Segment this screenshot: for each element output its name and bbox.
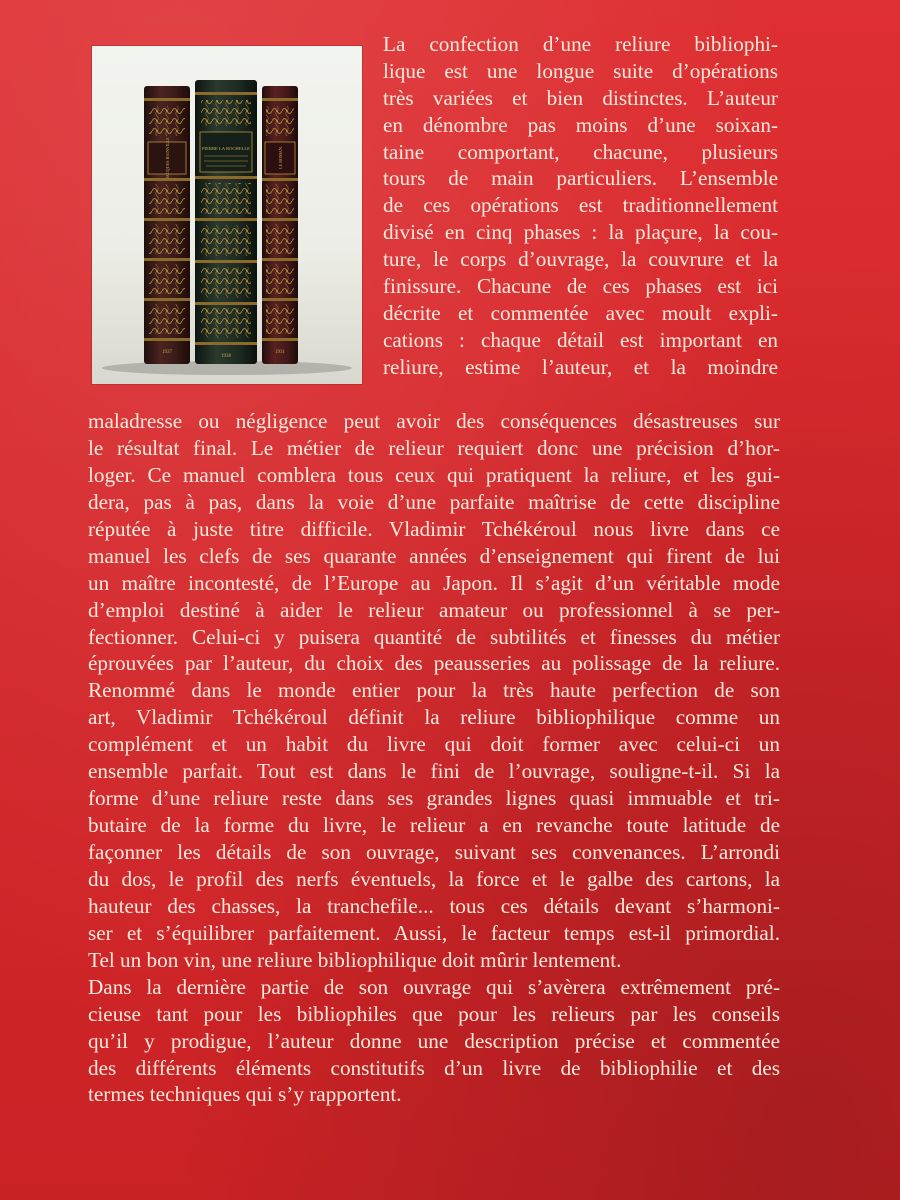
book-spines-illustration bbox=[92, 46, 362, 384]
text-line: taine comportant, chacune, plusieurs bbox=[383, 139, 778, 164]
text-line: de ces opérations est traditionnellement bbox=[383, 193, 778, 218]
text-line: maladresse ou négligence peut avoir des conséquences désastreuses sur bbox=[88, 409, 780, 433]
text-line: du dos, le profil des nerfs éventuels, la force et le galbe des cartons, la bbox=[88, 866, 780, 891]
text-line: hauteur des chasses, la tranchefile... tous ces détails devant s’harmoni- bbox=[88, 893, 780, 918]
left-spine-title: JACQUES BAINVILLE bbox=[165, 137, 170, 179]
paragraph-full-width bbox=[88, 408, 780, 1108]
text-line: qu’il y prodigue, l’auteur donne une description précise et commentée bbox=[88, 1028, 780, 1053]
right-spine-year: 1931 bbox=[275, 350, 285, 355]
text-line: lique est une longue suite d’opérations bbox=[383, 58, 778, 83]
right-spine-title: LE ROMAN bbox=[278, 147, 283, 169]
text-line: le résultat final. Le métier de relieur requiert donc une précision d’hor- bbox=[88, 435, 780, 460]
left-book-spine bbox=[144, 86, 190, 364]
text-line: cations : chaque détail est important en bbox=[383, 327, 778, 352]
text-line: tours de main particuliers. L’ensemble bbox=[383, 166, 778, 191]
book-spines-photo bbox=[92, 46, 362, 384]
text-line: ser et s’équilibrer parfaitement. Aussi, le facteur temps est-il primordial. bbox=[88, 920, 780, 945]
text-line: forme d’une reliure reste dans ses grandes lignes quasi immuable et tri- bbox=[88, 786, 780, 811]
left-spine-year: 1937 bbox=[162, 350, 172, 355]
text-line: fectionner. Celui-ci y puisera quantité de subtilités et finesses du métier bbox=[88, 624, 780, 649]
middle-spine-title: PIERRE LA ROCHELLE bbox=[202, 146, 250, 151]
right-book-spine bbox=[262, 86, 298, 364]
text-line: éprouvées par l’auteur, du choix des peausseries au polissage de la reliure. bbox=[88, 651, 780, 676]
paragraph-right-column bbox=[383, 31, 778, 381]
text-line: termes techniques qui s’y rapportent. bbox=[88, 1082, 402, 1107]
text-line: reliure, estime l’auteur, et la moindre bbox=[383, 354, 778, 379]
text-line: Tel un bon vin, une reliure bibliophilique doit mûrir lentement. bbox=[88, 947, 622, 972]
middle-spine-year: 1938 bbox=[221, 354, 231, 359]
text-line: Dans la dernière partie de son ouvrage qui s’avèrera extrêmement pré- bbox=[88, 974, 780, 999]
text-line: divisé en cinq phases : la plaçure, la cou- bbox=[383, 220, 778, 245]
text-line: en dénombre pas moins d’une soixan- bbox=[383, 112, 778, 137]
text-line: façonner les détails de son ouvrage, suivant ses convenances. L’arrondi bbox=[88, 840, 780, 864]
text-line: d’emploi destiné à aider le relieur amateur ou professionnel à se per- bbox=[88, 597, 780, 622]
text-line: complément et un habit du livre qui doit former avec celui-ci un bbox=[88, 732, 780, 757]
text-line: réputée à juste titre difficile. Vladimir Tchékéroul nous livre dans ce bbox=[88, 516, 780, 541]
text-line: très variées et bien distinctes. L’auteur bbox=[383, 85, 778, 110]
text-line: ture, le corps d’ouvrage, la couvrure et la bbox=[383, 247, 778, 272]
text-line: Renommé dans le monde entier pour la très haute perfection de son bbox=[88, 678, 780, 703]
text-line: butaire de la forme du livre, le relieur a en revanche toute latitude de bbox=[88, 813, 780, 838]
text-line: art, Vladimir Tchékéroul définit la reliure bibliophilique comme un bbox=[88, 705, 780, 730]
text-line: ensemble parfait. Tout est dans le fini de l’ouvrage, souligne-t-il. Si la bbox=[88, 759, 780, 784]
text-line: finissure. Chacune de ces phases est ici bbox=[383, 274, 778, 299]
text-line: manuel les clefs de ses quarante années d’enseignement qui firent de lui bbox=[88, 543, 780, 568]
text-line: un maître incontesté, de l’Europe au Japon. Il s’agit d’un véritable mode bbox=[88, 570, 780, 595]
middle-book-spine bbox=[195, 80, 257, 364]
text-line: dera, pas à pas, dans la voie d’une parfaite maîtrise de cette discipline bbox=[88, 489, 780, 514]
text-line: La confection d’une reliure bibliophi- bbox=[383, 32, 778, 56]
text-line: cieuse tant pour les bibliophiles que pour les relieurs par les conseils bbox=[88, 1001, 780, 1026]
text-line: décrite et commentée avec moult expli- bbox=[383, 300, 778, 325]
text-line: loger. Ce manuel comblera tous ceux qui pratiquent la reliure, et les gui- bbox=[88, 462, 780, 487]
text-line: des différents éléments constitutifs d’un livre de bibliophilie et des bbox=[88, 1055, 780, 1080]
